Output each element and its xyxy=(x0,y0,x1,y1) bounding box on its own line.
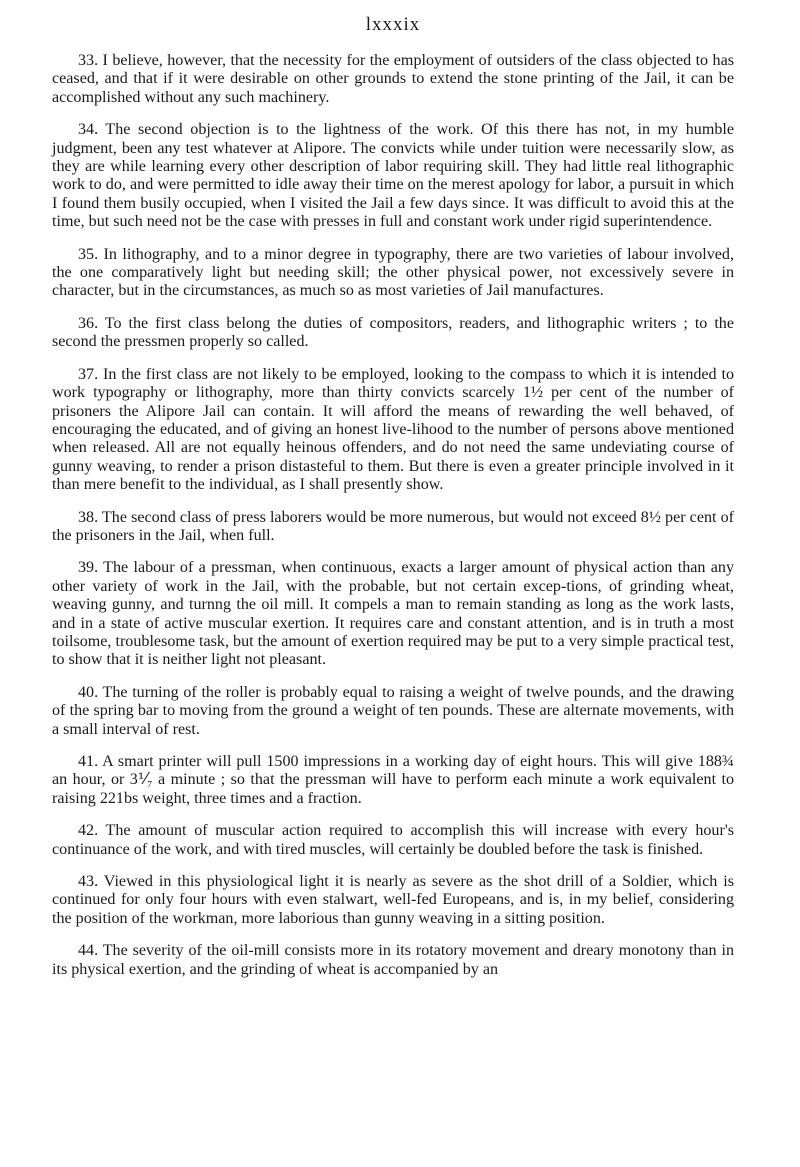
paragraph-36: 36. To the first class belong the duties of compositors, readers, and lithographic writers ; to the second the pressmen properly so called. xyxy=(52,314,734,351)
paragraph-37: 37. In the first class are not likely to be employed, looking to the compass to which it is intended to work typography or lithography, more than thirty convicts scarcely 1½ per cent of the number of prisoners the Alipore Jail can contain. It will afford the means of rewarding the well behaved, of encouraging the educated, and of giving an honest live-lihood to the number of persons above mentioned when released. All are not equally heinous offenders, and do not need the same undeviating course of gunny weaving, to render a prison distasteful to them. But there is even a greater principle involved in it than mere benefit to the individual, as I shall presently show. xyxy=(52,365,734,494)
paragraph-35: 35. In lithography, and to a minor degree in typography, there are two varieties of labour involved, the one comparatively light but needing skill; the other physical power, not excessively severe in character, but in the circumstances, as much so as most varieties of Jail manufactures. xyxy=(52,245,734,300)
page-number: lxxxix xyxy=(365,14,421,35)
paragraph-34: 34. The second objection is to the lightness of the work. Of this there has not, in my humble judgment, been any test whatever at Alipore. The convicts while under tuition were necessarily slow, as they are while learning every other description of labor requiring skill. They had little real lithographic work to do, and were permitted to idle away their time on the merest apology for labor, a pursuit in which I found them busily occupied, when I visited the Jail a few days since. It was difficult to avoid this at the time, but such need not be the case with presses in full and constant work under rigid superintendence. xyxy=(52,121,734,231)
paragraph-42: 42. The amount of muscular action required to accomplish this will increase with every hour's continuance of the work, and with tired muscles, will certainly be doubled before the task is finished. xyxy=(52,822,734,858)
paragraph-38: 38. The second class of press laborers would be more numerous, but would not exceed 8½ per cent of the prisoners in the Jail, when full. xyxy=(52,508,734,544)
paragraph-41: 41. A smart printer will pull 1500 impressions in a working day of eight hours. This will give 188¾ an hour, or 3⅟₇ a minute ; so that the pressman will have to perform each minute a work equivalent to raising 221bs weight, three times and a fraction. xyxy=(52,753,734,807)
paragraph-40: 40. The turning of the roller is probably equal to raising a weight of twelve pounds, and the drawing of the spring bar to moving from the ground a weight of ten pounds. These are alternate movements, with a small interval of rest. xyxy=(52,683,734,738)
paragraph-39: 39. The labour of a pressman, when continuous, exacts a larger amount of physical action than any other variety of work in the Jail, with the probable, but not certain excep-tions, of grinding wheat, weaving gunny, and turnng the oil mill. It compels a man to remain standing as long as the work lasts, and in a state of active muscular exertion. It requires care and constant attention, and is in truth a most toilsome, troublesome task, but the amount of exertion required may be put to a very simple practical test, to show that it is neither light not pleasant. xyxy=(52,559,735,669)
paragraph-44: 44. The severity of the oil-mill consists more in its rotatory movement and dreary monotony than in its physical exertion, and the grinding of wheat is accompanied by an xyxy=(52,942,734,978)
paragraph-43: 43. Viewed in this physiological light it is nearly as severe as the shot drill of a Soldier, which is continued for only four hours with even stalwart, well-fed Europeans, and is, in my belief, considering the position of the workman, more laborious than gunny weaving in a sitting position. xyxy=(52,873,734,927)
paragraph-33: 33. I believe, however, that the necessity for the employment of outsiders of the class objected to has ceased, and that if it were desirable on other grounds to extend the stone printing of the Jail, it can be accomplished without any such machinery. xyxy=(52,52,734,106)
